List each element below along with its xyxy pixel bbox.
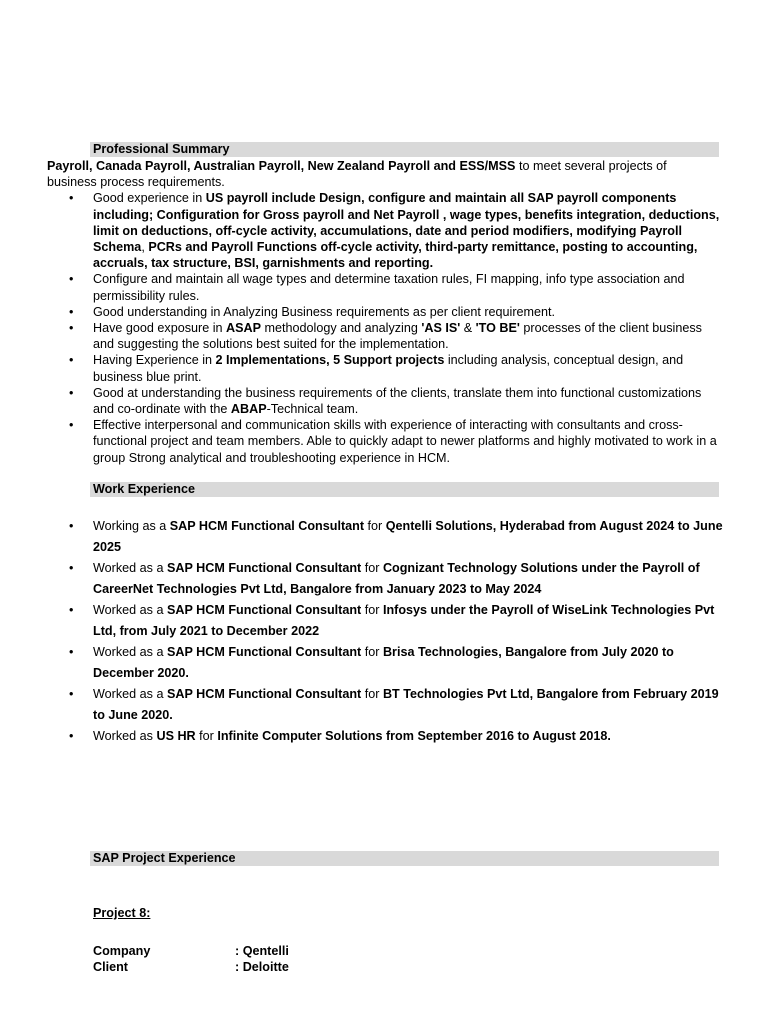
bullet-icon: • <box>69 729 74 743</box>
work-bullet-text: Worked as <box>93 729 157 743</box>
project-detail-value: : Qentelli <box>235 944 289 958</box>
bullet-icon: • <box>69 272 74 287</box>
work-bullet-text: for <box>361 687 383 701</box>
summary-bullet-item <box>0 320 724 352</box>
bullet-icon: • <box>69 191 74 206</box>
summary-lead-bold: Payroll, Canada Payroll, Australian Payroll, New Zealand Payroll and ESS/MSS <box>47 159 516 173</box>
bullet-icon: • <box>69 561 74 575</box>
work-bullet-text: SAP HCM Functional Consultant <box>166 561 362 575</box>
work-bullet-text: Infosys under the Payroll of WiseLink Technologies Pvt Ltd, from July 2021 to December 2022 <box>93 603 715 638</box>
bullet-icon: • <box>69 645 74 659</box>
summary-bullet-item <box>0 417 724 466</box>
summary-bullet-item <box>0 190 724 271</box>
work-bullet-text: Infinite Computer Solutions from September 2016 to August 2018. <box>217 729 611 743</box>
summary-bullet-text: , <box>141 240 149 255</box>
work-bullet-text: US HR <box>156 729 196 743</box>
project-details <box>93 943 289 975</box>
work-bullet-text: BT Technologies Pvt Ltd, Bangalore from February 2019 to June 2020. <box>93 687 719 722</box>
professional-summary-section <box>0 158 724 466</box>
summary-bullet-text: including analysis, conceptual design, and business blue print. <box>93 353 684 384</box>
summary-bullet-text: methodology and analyzing <box>261 321 422 336</box>
summary-bullet-text: ABAP <box>230 402 267 417</box>
work-bullet-text: Worked as a <box>93 561 167 575</box>
work-bullet-item <box>0 642 724 684</box>
work-bullet-item <box>0 726 724 747</box>
work-bullet-text: SAP HCM Functional Consultant <box>169 519 365 533</box>
work-bullet-text: Qentelli Solutions, Hyderabad from August 2024 to June 2025 <box>93 519 723 554</box>
project-detail-row <box>93 943 289 959</box>
summary-bullet-text: PCRs and Payroll Functions off-cycle activity, third-party remittance, posting to accounting, accruals, tax structure, BSI, garnishments and reporting. <box>93 240 698 271</box>
work-experience-heading: Work Experience <box>90 482 719 497</box>
summary-lead-line2: business process requirements. <box>47 175 225 190</box>
work-bullet-item <box>0 600 724 642</box>
summary-bullet-text: Configure and maintain all wage types and determine taxation rules, FI mapping, info type association and permissibility rules. <box>93 272 685 303</box>
work-bullet-item <box>0 558 724 600</box>
summary-lead <box>0 158 724 190</box>
work-bullet-text: Brisa Technologies, Bangalore from July 2020 to December 2020. <box>93 645 674 680</box>
project-detail-value: : Deloitte <box>235 960 289 974</box>
bullet-icon: • <box>69 385 74 400</box>
summary-bullet-list <box>0 190 724 465</box>
bullet-icon: • <box>69 519 74 533</box>
project-detail-row <box>93 959 289 975</box>
summary-bullet-text: 'AS IS' <box>421 321 461 336</box>
sap-project-experience-heading: SAP Project Experience <box>90 851 719 866</box>
summary-bullet-text: Effective interpersonal and communication skills with experience of interacting with consultants and cross-functional project and team members. Able to quickly adapt to newer platforms and highly motivated to work in a group Strong analytical and troubleshooting experience in HCM. <box>93 418 717 465</box>
bullet-icon: • <box>69 353 74 368</box>
work-bullet-text: Worked as a <box>93 645 167 659</box>
work-experience-section <box>0 516 724 747</box>
bullet-icon: • <box>69 418 74 433</box>
work-bullet-text: SAP HCM Functional Consultant <box>166 645 362 659</box>
summary-bullet-item <box>0 385 724 417</box>
summary-bullet-item <box>0 271 724 303</box>
summary-bullet-text: -Technical team. <box>266 402 359 417</box>
project-detail-key: Client <box>93 960 128 974</box>
work-bullet-item <box>0 516 724 558</box>
work-bullet-text: Worked as a <box>93 603 167 617</box>
summary-lead-rest: to meet several projects of <box>515 159 667 173</box>
work-bullet-text: Cognizant Technology Solutions under the Payroll of CareerNet Technologies Pvt Ltd, Bangalore from January 2023 to May 2024 <box>93 561 700 596</box>
work-bullet-text: Working as a <box>93 519 170 533</box>
project-title: Project 8: <box>93 906 151 920</box>
summary-bullet-text: processes of the client business and suggesting the solutions best suited for the implementation. <box>93 321 702 352</box>
work-bullet-text: for <box>361 645 383 659</box>
work-bullet-text: Worked as a <box>93 687 167 701</box>
summary-bullet-text: 2 Implementations, 5 Support projects <box>215 353 445 368</box>
work-bullet-text: for <box>195 729 218 743</box>
summary-bullet-item <box>0 304 724 320</box>
bullet-icon: • <box>69 687 74 701</box>
professional-summary-heading: Professional Summary <box>90 142 719 157</box>
summary-bullet-text: Have good exposure in <box>93 321 227 336</box>
summary-bullet-text: & <box>460 321 476 336</box>
work-bullet-text: for <box>361 561 383 575</box>
summary-bullet-text: US payroll include Design, configure and maintain all SAP payroll components including; Configuration for Gross payroll and Net Payroll , wage types, benefits integration, deductions, limit on deductions, off-cycle activity, accumulations, date and period modifiers, modifying Payroll Schema <box>93 191 720 255</box>
bullet-icon: • <box>69 603 74 617</box>
work-bullet-list <box>0 516 724 747</box>
summary-bullet-text: Good understanding in Analyzing Business requirements as per client requirement. <box>93 304 556 319</box>
bullet-icon: • <box>69 321 74 336</box>
summary-bullet-text: Good experience in <box>93 191 206 206</box>
project-section <box>93 905 289 975</box>
summary-bullet-item <box>0 352 724 384</box>
summary-bullet-text: Good at understanding the business requirements of the clients, translate them into functional customizations and co-ordinate with the <box>93 385 702 417</box>
summary-bullet-text: ASAP <box>226 321 262 336</box>
summary-bullet-text: 'TO BE' <box>475 321 520 336</box>
work-bullet-text: SAP HCM Functional Consultant <box>166 603 362 617</box>
bullet-icon: • <box>69 304 74 319</box>
project-detail-key: Company <box>93 944 151 958</box>
work-bullet-item <box>0 684 724 726</box>
work-bullet-text: for <box>361 603 383 617</box>
summary-bullet-text: Having Experience in <box>93 353 216 368</box>
work-bullet-text: for <box>364 519 386 533</box>
work-bullet-text: SAP HCM Functional Consultant <box>166 687 362 701</box>
